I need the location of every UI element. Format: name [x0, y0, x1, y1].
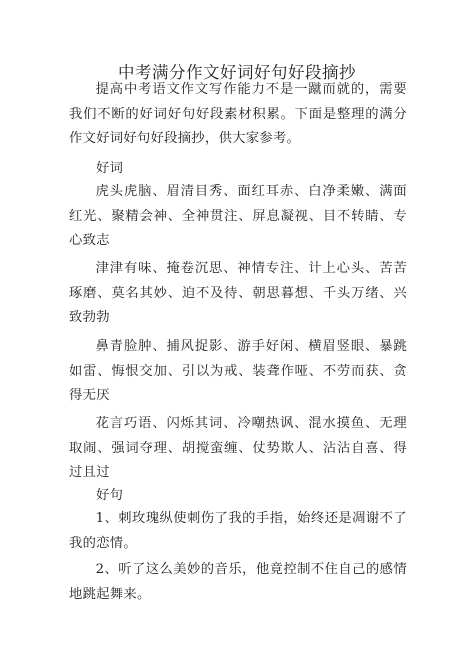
intro-paragraph: 提高中考语文作文写作能力不是一蹴而就的，需要我们不断的好词好句好段素材积累。下面是整理的满分作文好词好句好段摘抄，供大家参考。	[69, 82, 407, 146]
document-title: 中考满分作文好词好句好段摘抄	[118, 63, 356, 82]
sentence-1: 1、刺玫瑰纵使刺伤了我的手指，始终还是凋谢不了我的恋情。	[69, 511, 407, 551]
word-group-1: 虎头虎脑、眉清目秀、面红耳赤、白净柔嫩、满面红光、聚精会神、全神贯注、屏息凝视、目不转睛、专心致志	[69, 184, 407, 248]
sentence-2: 2、听了这么美妙的音乐，他竟控制不住自己的感情地跳起舞来。	[69, 562, 407, 602]
words-heading: 好词	[96, 161, 124, 176]
word-group-2: 津津有味、掩卷沉思、神情专注、计上心头、苦苦琢磨、莫名其妙、迫不及待、朝思暮想、千头万绪、兴致勃勃	[69, 261, 407, 325]
sentences-heading: 好句	[96, 488, 124, 503]
word-group-4: 花言巧语、闪烁其词、冷嘲热讽、混水摸鱼、无理取闹、强词夺理、胡搅蛮缠、仗势欺人、沾沾自喜、得过且过	[69, 416, 407, 480]
word-group-3: 鼻青脸肿、捕风捉影、游手好闲、横眉竖眼、暴跳如雷、悔恨交加、引以为戒、装聋作哑、不劳而获、贪得无厌	[69, 339, 407, 403]
